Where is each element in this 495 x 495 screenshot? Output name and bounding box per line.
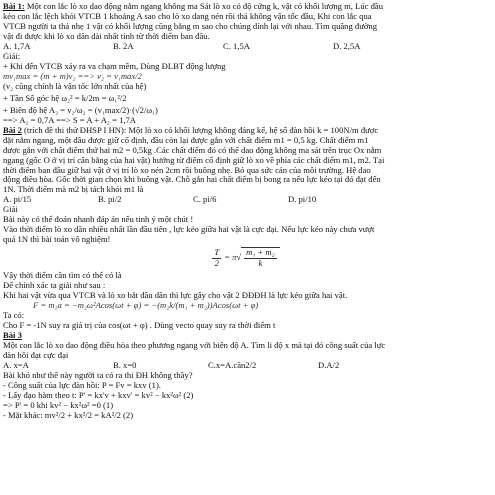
bai2-line-4: ngang (gốc O ở vị trí cân bằng của hai vật) hướng từ điểm cố định giữ lò xo về phía các chất điểm m1, m2. Tại <box>3 155 385 165</box>
bai2-option-d: D. pi/10 <box>288 195 317 205</box>
force-formula: F = m₂a = −m₂ω²Acos(ωt + φ) = −(m₂k/(m₁ + m₂))Acos(ωt + φ) <box>33 301 259 311</box>
bai3-heading: Bài 3 <box>3 331 22 341</box>
bai2-step-1: Bài này có thể đoán nhanh đáp án nếu tinh ý một chút ! <box>3 215 194 225</box>
bai1-line-1: Bài 1: Một con lắc lò xo dao động nằm ngang không ma Sát lò xo có độ cứng k, vật có khối lượng m, Lúc đầu <box>3 2 384 11</box>
bai1-option-c: C. 1,5A <box>223 41 250 51</box>
bai3-step-4: => P' = 0 khi kv² − kx²ω² =0 (1) <box>3 400 114 410</box>
bai2-step-2: Vào thời điểm lò xo dãn nhiều nhất lần đầu tiên , lực kéo giữa hai vật là cực đại. Nếu lực kéo này chưa vượt <box>3 225 375 235</box>
bai3-step-2: - Công suất của lực đàn hồi: P = Fv = kxv (1). <box>3 380 161 390</box>
bai1-option-d: D. 2,5A <box>333 41 361 51</box>
bai2-step-4: Vậy thời điểm cần tìm có thể có là <box>3 271 122 281</box>
bai3-option-c: C.x=A.căn2/2 <box>208 360 257 370</box>
bai1-option-b: B. 2A <box>113 41 134 51</box>
bai1-option-a: A. 1,7A <box>3 41 31 51</box>
bai3-line-1: Một con lắc lò xo dao động điều hòa theo phương ngang với biên độ A. Tìm li độ x mà tại đó công suất của lực <box>3 341 386 351</box>
bai3-step-3: - Lấy đạo hàm theo t: P' = kx'v + kxv' = kv² − kx²ω² (2) <box>3 390 194 400</box>
bai3-options <box>3 361 486 371</box>
bai2-giai: Giải <box>3 205 18 215</box>
bai1-options <box>3 42 486 52</box>
bai2-line-2: đặt nằm ngang, một đầu được giữ cố định, đầu còn lại được gắn với chất điểm m1 = 0,5 kg. Chất điểm m1 <box>3 135 369 145</box>
bai2-step-3: quá 1N thì bài toán vô nghiệm! <box>3 235 111 245</box>
bai1-step-2: mv₁max = (m + m)v₂ ==> v₂ = v₁max/2 <box>3 71 142 81</box>
bai3-step-5: - Mặt khác: mv²/2 + kx²/2 = kA²/2 (2) <box>3 410 134 420</box>
bai1-step-3: (v₂ cũng chính là vận tốc lớn nhất của hệ) <box>3 81 147 91</box>
bai1-line-2: kéo con lắc lệch khỏi VTCB 1 khoảng A sao cho lò xo dang nén rồi thả không vận tốc đầu, Khi con lắc qua <box>3 11 372 21</box>
bai2-option-c: C. pi/6 <box>193 195 217 205</box>
bai2-option-a: A. pi/15 <box>3 195 32 205</box>
bai1-line-4: vật đi được khi lò xo dãn dài nhất tính từ thời điểm ban đầu. <box>3 31 210 41</box>
bai2-step-5: Để chính xác ta giải như sau : <box>3 281 106 291</box>
bai2-line-5: thời điểm ban đầu giữ hai vật ở vị trí lò xo nén 2cm rồi buông nhẹ. Bỏ qua sức cản của môi trường. Hệ dao <box>3 165 371 175</box>
bai2-line-7: 1N. Thời điểm mà m2 bị tách khỏi m1 là <box>3 185 144 195</box>
bai2-line-6: động điều hòa. Gốc thời gian chọn khi buông vật. Chỗ gắn hai chất điểm bị bong ra nếu lực kéo tại đó đạt đến <box>3 175 381 185</box>
bai2-heading: Bài 2 <box>3 125 22 135</box>
bai3-option-d: D.A/2 <box>318 360 340 370</box>
bai3-line-2: đàn hồi đạt cực đại <box>3 351 69 360</box>
bai2-step-7: Ta có: <box>3 311 25 321</box>
bai3-step-1: Bài khó như thế này người ta có ra thi ĐH không thầy? <box>3 370 193 380</box>
period-formula: $\frac{T}{2}$ = π √ $\frac{\text{m₁ + m₂}}{k}$ <box>3 245 486 271</box>
bai1-line-3: VTCB người ta thả nhẹ 1 vật có khối lượng cũng bằng m sao cho chúng dính lại với nhau. Tìm quãng đường <box>3 21 378 31</box>
bai3-option-b: B. x=0 <box>113 360 137 370</box>
bai3-option-a: A. x=A <box>3 360 29 370</box>
bai1-giai: Giải: <box>3 51 21 61</box>
bai2-options <box>3 195 486 205</box>
bai2-option-b: B. pi/2 <box>98 195 122 205</box>
bai1-step-1: + Khi đến VTCB xảy ra va chạm mềm, Dùng ĐLBT động lượng <box>3 61 226 71</box>
bai1-heading: Bài 1: <box>3 2 25 11</box>
bai2-step-8: Cho F = -1N suy ra giá trị của cos(ωt + φ) . Dùng vecto quay suy ra thời điểm t <box>3 321 276 331</box>
bai1-step-4: + Tần Số góc hệ ω₂² = k/2m = ω₁²/2 <box>3 93 127 103</box>
bai2-line-1: Bài 2 (trích đề thi thử ĐHSP I HN): Một lò xo có khối lượng không đáng kể, hệ số đàn hồi k = 100N/m được <box>3 125 379 135</box>
bai1-step-6: ==> A₂ = 0,7A ==> S = A + A₂ = 1,7A <box>3 115 137 125</box>
bai1-step-5: + Biên độ hệ A₂ = v₂/ω₂ = (v₁max/2)·(√2/ω₁) <box>3 105 158 115</box>
bai2-step-6: Khi hai vật vừa qua VTCB và lò xo bắt đầu dãn thì lực gây cho vật 2 ĐĐĐH là lực kéo giữa hai vật. <box>3 291 348 301</box>
bai2-line-3: được gắn với chất điểm thứ hai m2 = 0,5kg .Các chất điểm đó có thể dao động không ma sát trên trục Ox nằm <box>3 145 382 155</box>
